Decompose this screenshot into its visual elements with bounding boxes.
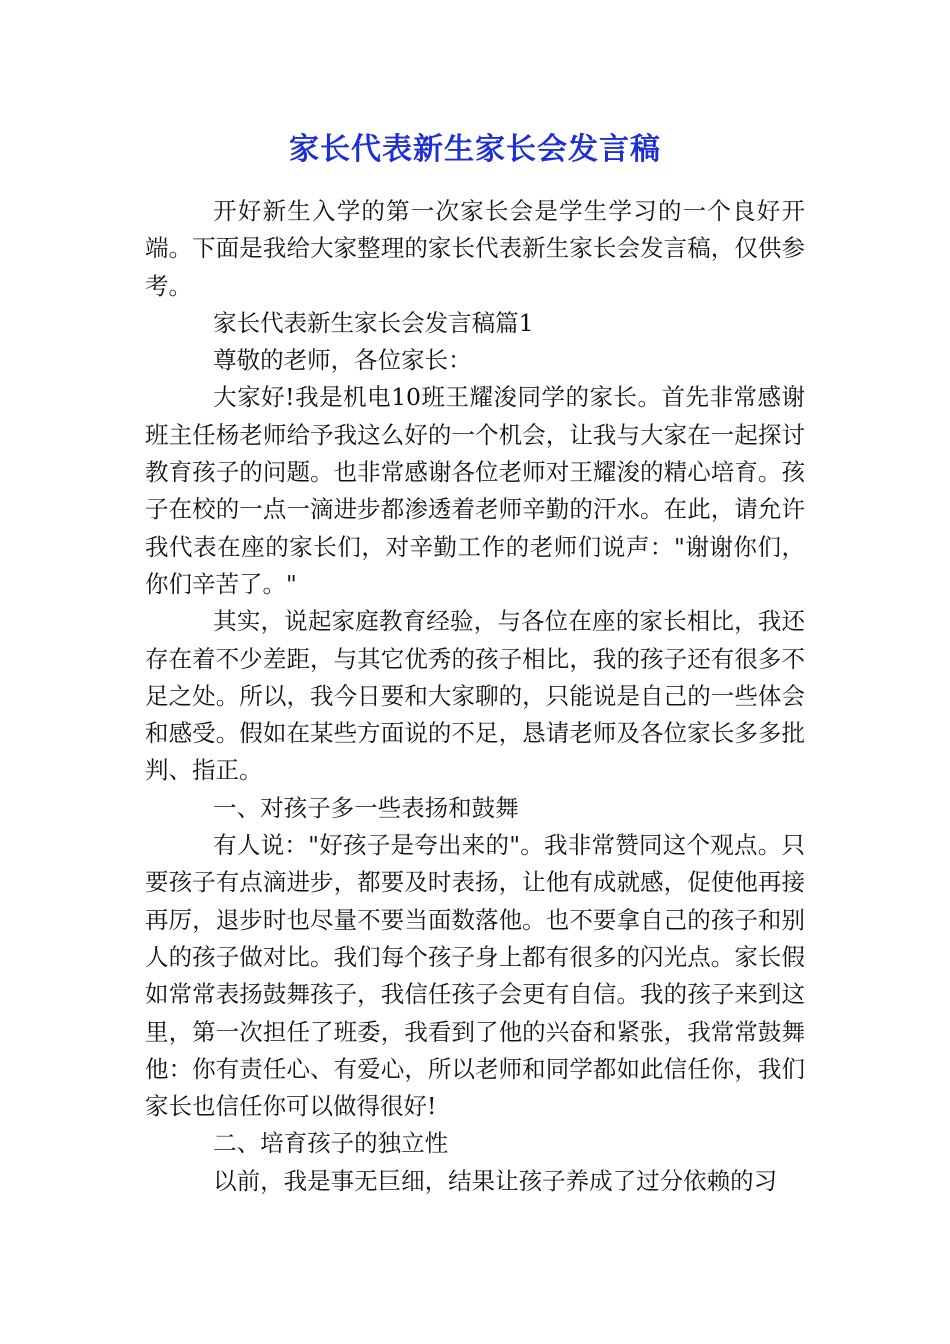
paragraph-independence: 以前，我是事无巨细，结果让孩子养成了过分依赖的习: [213, 1166, 778, 1195]
subheading-independence: 二、培育孩子的独立性: [213, 1129, 449, 1158]
intro-paragraph: 开好新生入学的第一次家长会是学生学习的一个良好开端。下面是我给大家整理的家长代表新生家长会发言稿，仅供参考。: [145, 197, 805, 300]
document-title: 家长代表新生家长会发言稿: [289, 132, 661, 167]
document-body: [145, 193, 805, 1200]
paragraph-praise: 有人说："好孩子是夸出来的"。我非常赞同这个观点。只要孩子有点滴进步，都要及时表扬，让他有成就感，促使他再接再厉，退步时也尽量不要当面数落他。也不要拿自己的孩子和别人的孩子做对比。我们每个孩子身上都有很多的闪光点。家长假如常常表扬鼓舞孩子，我信任孩子会更有自信。我的孩子来到这里，第一次担任了班委，我看到了他的兴奋和紧张，我常常鼓舞他：你有责任心、有爱心，所以老师和同学都如此信任你，我们家长也信任你可以做得很好!: [145, 831, 805, 1121]
salutation: 尊敬的老师，各位家长：: [213, 346, 472, 375]
paragraph-experience: 其实，说起家庭教育经验，与各位在座的家长相比，我还存在着不少差距，与其它优秀的孩子相比，我的孩子还有很多不足之处。所以，我今日要和大家聊的，只能说是自己的一些体会和感受。假如在某些方面说的不足，恳请老师及各位家长多多批判、指正。: [145, 607, 805, 785]
section-heading-speech-1: 家长代表新生家长会发言稿篇1: [213, 308, 534, 337]
paragraph-greeting: 大家好!我是机电10班王耀浚同学的家长。首先非常感谢班主任杨老师给予我这么好的一个机会，让我与大家在一起探讨教育孩子的问题。也非常感谢各位老师对王耀浚的精心培育。孩子在校的一点一滴进步都渗透着老师辛勤的汗水。在此，请允许我代表在座的家长们，对辛勤工作的老师们说声："谢谢你们，你们辛苦了。": [145, 383, 805, 598]
subheading-praise: 一、对孩子多一些表扬和鼓舞: [213, 793, 519, 822]
